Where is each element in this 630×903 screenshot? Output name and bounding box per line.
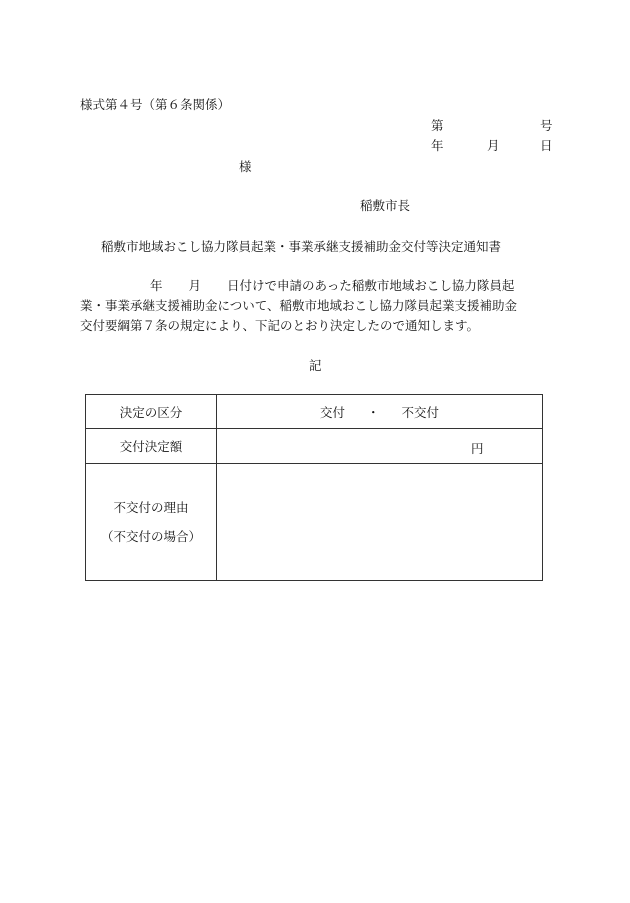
date-year-label: 年 xyxy=(431,138,444,153)
body-text xyxy=(80,276,550,336)
body-year-unit: 年 xyxy=(150,278,163,293)
date-month-label: 月 xyxy=(487,138,500,153)
yen-unit: 円 xyxy=(471,441,484,456)
recipient-honorific: 様 xyxy=(239,159,252,174)
grant-amount-label: 交付決定額 xyxy=(86,429,217,464)
table-row-decision-type xyxy=(86,395,543,429)
body-line-2: 業・事業承継支援補助金について、稲敷市地域おこし協力隊員起業支援補助金 xyxy=(80,298,518,313)
form-number-label: 様式第４号（第６条関係） xyxy=(80,97,231,112)
issuer-name: 稲敷市長 xyxy=(360,198,411,213)
no-grant-reason-label-line2: （不交付の場合） xyxy=(100,529,201,544)
body-month-unit: 月 xyxy=(188,278,202,293)
table-row-no-grant-reason xyxy=(86,464,543,581)
decision-type-options xyxy=(217,395,543,429)
decision-type-label: 決定の区分 xyxy=(86,395,217,429)
option-no-grant: 不交付 xyxy=(401,404,439,420)
document-title: 稲敷市地域おこし協力隊員起業・事業承継支援補助金交付等決定通知書 xyxy=(101,239,502,254)
body-line-1 xyxy=(80,276,550,296)
document-number-prefix: 第 xyxy=(431,118,444,133)
body-line-3: 交付要綱第７条の規定により、下記のとおり決定したので通知します。 xyxy=(80,318,480,333)
option-separator: ・ xyxy=(366,404,380,420)
decision-table xyxy=(85,394,543,581)
no-grant-reason-field xyxy=(217,464,543,581)
grant-amount-field xyxy=(217,429,543,464)
option-grant: 交付 xyxy=(320,404,346,420)
table-row-grant-amount xyxy=(86,429,543,464)
date-day-label: 日 xyxy=(540,138,553,153)
no-grant-reason-label xyxy=(86,464,217,581)
document-number-suffix: 号 xyxy=(540,118,553,133)
no-grant-reason-label-line1: 不交付の理由 xyxy=(113,500,189,515)
body-line-1-rest: 日付けで申請のあった稲敷市地域おこし協力隊員起 xyxy=(227,278,515,293)
ki-note-heading: 記 xyxy=(309,358,322,373)
